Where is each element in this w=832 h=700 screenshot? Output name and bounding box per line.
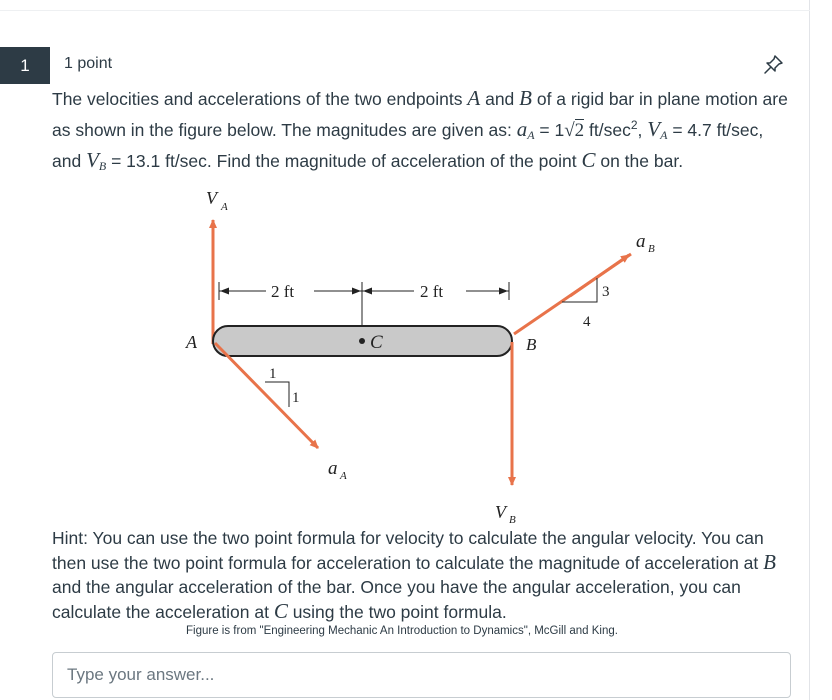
text-segment: and [480, 89, 520, 109]
answer-input[interactable] [52, 652, 791, 698]
point-c-dot [359, 338, 365, 344]
var-B: B [519, 86, 532, 110]
aa-label: a [328, 458, 338, 479]
va-label: V [206, 188, 217, 208]
var-V: V [86, 148, 99, 172]
dim-left-label: 2 ft [271, 282, 295, 301]
var-a-sub: A [527, 127, 535, 142]
aa-label-sub: A [340, 470, 347, 482]
var-VA-sub: A [660, 127, 668, 142]
dim-right-label: 2 ft [420, 282, 444, 301]
text-segment: using the two point formula. [287, 602, 507, 622]
slope-1b: 1 [292, 390, 300, 406]
text-segment: and the angular acceleration of the bar. Once you have the angular acceleration, you can calculate the acceleration at [52, 577, 741, 622]
text-segment: The velocities and accelerations of the two endpoints [52, 89, 468, 109]
var-A: A [467, 86, 481, 110]
var-VB-sub: B [98, 159, 107, 173]
question-text [52, 86, 797, 180]
var-C: C [273, 599, 288, 623]
vb-label-sub: B [509, 514, 516, 526]
sqrt-number: 2 [574, 119, 585, 141]
sqrt-symbol: √ [564, 119, 575, 141]
var-V: V [647, 116, 661, 141]
points-label: 1 point [64, 55, 113, 72]
divider [0, 10, 810, 11]
superscript: 2 [630, 117, 638, 132]
slope-triangle-a [265, 382, 289, 407]
ab-label-sub: B [648, 243, 655, 255]
var-B: B [763, 550, 776, 574]
question-number: 1 [0, 47, 50, 84]
point-a-label: A [186, 332, 197, 352]
pin-icon[interactable] [760, 52, 786, 78]
text-segment: = 4.7 ft/sec, and [52, 119, 764, 171]
point-b-label: B [526, 335, 537, 354]
aa-arrow [215, 343, 318, 448]
text-segment: = 13.1 ft/sec. Find the magnitude of acceleration of the point [106, 151, 582, 171]
bar-figure [170, 182, 655, 527]
text-segment: ft/sec [584, 119, 631, 140]
var-C: C [581, 148, 596, 172]
slope-3: 3 [602, 284, 610, 300]
text-segment: of a rigid bar in plane motion are as shown in the figure below. The magnitudes are given as: [52, 89, 788, 140]
ab-arrow-head [570, 255, 629, 296]
text-segment: , [637, 119, 643, 140]
text-segment: on the bar. [595, 151, 684, 171]
figure-credit: Figure is from "Engineering Mechanic An Introduction to Dynamics", McGill and King. [186, 625, 618, 637]
ab-label: a [636, 231, 646, 252]
vb-label: V [495, 502, 506, 522]
va-label-sub: A [221, 201, 228, 213]
point-c-label: C [370, 332, 383, 353]
var-a: a [516, 116, 528, 141]
slope-4: 4 [583, 314, 591, 330]
hint-text [52, 526, 797, 624]
text-segment: Hint: You can use the two point formula for velocity to calculate the angular velocity. You can then use the two point formula for acceleration to calculate the magnitude of acceleration at [52, 528, 764, 573]
slope-1a: 1 [269, 366, 277, 382]
text-segment: = 1 [534, 119, 565, 140]
